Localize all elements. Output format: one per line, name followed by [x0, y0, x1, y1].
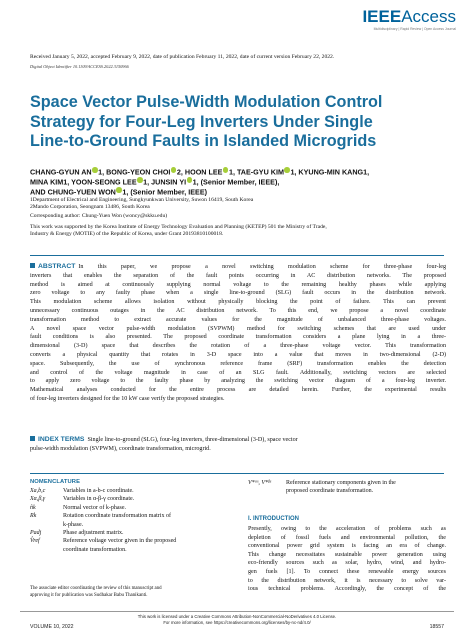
nomenclature-row: Rk Rotation coordinate transformation matrix of k-phase. — [30, 513, 171, 528]
logo-tagline: Multidisciplinary | Rapid Review | Open Access Journal — [373, 27, 456, 31]
index-terms-heading: INDEX TERMS — [38, 436, 85, 443]
orcid-icon[interactable] — [92, 167, 98, 173]
title-line: Strategy for Four-Leg Inverters Under Single — [30, 112, 373, 131]
license-notice: This work is licensed under a Creative Commons Attribution-NonCommercial-NoDerivatives 4.0 License. For more information, see https://creativecommons.org/licenses/by-nc-nd/4.0/ — [0, 614, 474, 626]
funding-statement: This work was supported by the Korea Institute of Energy Technology Evaluation and Planning (KETEP) 501 the Ministry of Trade, Industry & Energy (MOTIE) of the Republic of Korea, under Grant 20193810100018. — [30, 224, 327, 238]
page-number: 18557 — [429, 624, 444, 630]
nomenclature-heading: NOMENCLATURE — [30, 479, 81, 485]
nomenclature-row: n̂k Normal vector of k-phase. — [30, 504, 126, 511]
journal-logo — [306, 8, 456, 32]
title-line: Space Vector Pulse-Width Modulation Control — [30, 93, 383, 111]
nomenclature-row: Xα,β,γ Variables in α-β-γ coordinate. — [30, 496, 135, 503]
section-divider — [30, 473, 444, 474]
paper-title — [30, 93, 450, 152]
orcid-icon[interactable] — [171, 167, 177, 173]
orcid-icon[interactable] — [223, 167, 229, 173]
author-line: AND CHUNG-YUEN WON 1, (Senior Member, IEEE) — [30, 187, 208, 197]
volume-label: VOLUME 10, 2022 — [30, 624, 74, 630]
introduction-heading: I. INTRODUCTION — [248, 516, 299, 522]
logo-bold: IEEE — [362, 7, 402, 26]
affiliations — [30, 197, 450, 211]
nomenclature-list — [30, 487, 234, 554]
nomenclature-row: V*ᵅˢ, V*ᵝˢ Reference stationary components given in the proposed coordinate transformation. — [248, 480, 396, 495]
nomenclature-row: Padj Phase adjustment matrix. — [30, 530, 124, 537]
editor-note: The associate editor coordinating the review of this manuscript and approving it for publication was Sudhakar Babu Thanikanti. — [30, 586, 162, 598]
license-link[interactable]: For more information, see https://creativecommons.org/licenses/by-nc-nd/4.0/ — [163, 619, 311, 625]
affiliation: 2Mando Corporation, Seongnam 13486, South Korea — [30, 204, 150, 210]
section-divider — [30, 255, 444, 256]
logo-regular: Access — [401, 7, 456, 26]
abstract: ABSTRACT In this paper, we propose a novel switching modulation scheme for three-phase four-leg inverters that enables the separation of the fault points occurring in AC distribution networks. The proposed method is aimed at continuously supplying normal voltage to the remaining healthy phases while applying zero voltage to any faulty phase when a single line-to-ground (SLG) fault occurs in the distribution network. This modulation scheme allows isolation without physically blocking the point of failure. This can prevent unnecessary continuous outages in the AC distribution network. To this end, we propose a novel coordinate transformation method to extract accurate values for the magnitude of unbalanced three-phase voltages. A novel space vector pulse-width modulation (SVPWM) method for switching schemes that are used under fault conditions is also presented. The proposed coordinate transformation considers a plane lying in a three- dimensional (3-D) space that describes the rotation of a three-phase voltage vector. This transformation converts a physical quantity that rotates in 3-D space into a value that moves in two-dimensional (2-D) space. Subsequently, the use of synchronous reference frame (SRF) transformation enables the detection and control of the voltage magnitude in case of an SLG fault. Additionally, switching vectors are selected to apply zero voltage to the faulty phase by analyzing the switching vector diagram of a four-leg inverter. Mathematical analyses conducted for the entire process are detailed herein. Further, the experimental results of four-leg inverters designed for the 10 kW case verify the proposed strategies. — [30, 263, 446, 402]
corresponding-author: Corresponding author: Chung-Yuen Won (woncy@skku.edu) — [30, 213, 168, 219]
nomenclature-row: Xa,b,c Variables in a-b-c coordinate. — [30, 488, 134, 494]
author-line: MINA KIM1, YOON-SEONG LEE 1, JUNSIN YI 1, (Senior Member, IEEE), — [30, 177, 280, 187]
affiliation: 1Department of Electrical and Engineering, Sungkyunkwan University, Suwon 16419, South Korea — [30, 197, 254, 203]
abstract-heading: ABSTRACT — [38, 263, 76, 270]
section-marker-icon — [30, 436, 35, 441]
orcid-icon[interactable] — [187, 177, 193, 183]
index-terms: INDEX TERMS Single line-to-ground (SLG), four-leg inverters, three-dimensional (3-D), space vector pulse-width modulation (SVPWM), coordinate transformation, microgrid. — [30, 436, 298, 452]
author-line: CHANG-GYUN AN 1, BONG-YEON CHOI 2, HOON LEE 1, TAE-GYU KIM 1, KYUNG-MIN KANG1, — [30, 167, 370, 177]
publication-dates: Received January 5, 2022, accepted February 9, 2022, date of publication February 11, 2022, date of current version February 22, 2022. — [30, 54, 335, 60]
doi: Digital Object Identifier 10.1109/ACCESS.2022.3150966 — [30, 64, 129, 69]
introduction-text: Presently, owing to the acceleration of problems such as depletion of fossil fuels and environmental pollution, the conventional power grid system is facing an era of change. This change necessitates sustainable power generation using eco-friendly sources such as solar, hydro, wind, and hydro- gen fuels [1]. To connect these renewable energy sources to the distribution network, it is necessary to solve var- ious technical problems. Accordingly, the concept of the — [248, 526, 446, 593]
logo-wordmark — [306, 8, 456, 26]
title-line: Line-to-Ground Faults in Islanded Microgrids — [30, 132, 377, 150]
orcid-icon[interactable] — [137, 177, 143, 183]
nomenclature-row: V̂ref Reference voltage vector given in the proposed coordinate transformation. — [30, 538, 177, 553]
footer-divider — [20, 611, 454, 612]
author-list — [30, 167, 460, 198]
section-marker-icon — [30, 263, 35, 268]
